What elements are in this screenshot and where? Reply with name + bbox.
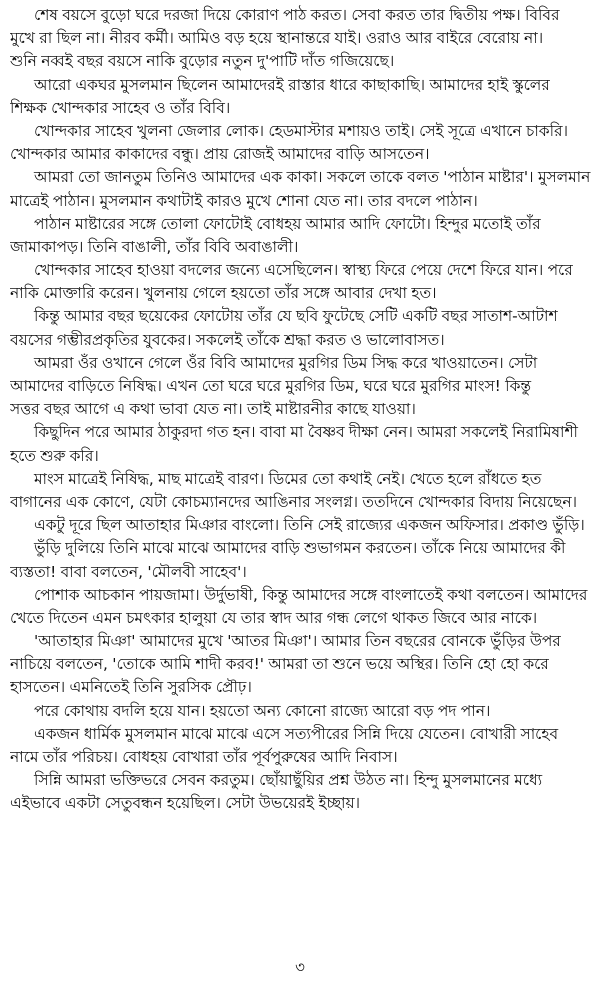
- paragraph: [10, 769, 592, 815]
- text-line: সত্তর বছর আগে এ কথা ভাবা যেত না। তাই মাষ্টারনীর কাছে যাওয়া।: [10, 400, 416, 419]
- text-line: আমরা তো জানতুম তিনিও আমাদের এক কাকা। সকলে তাকে বলত 'পাঠান মাষ্টার'। মুসলমান: [34, 168, 591, 187]
- paragraph: [10, 421, 592, 467]
- paragraph: [10, 120, 592, 166]
- text-line: ভুঁড়ি দুলিয়ে তিনি মাঝে মাঝে আমাদের বাড়ি শুভাগমন করতেন। তাঁকে নিয়ে আমাদের কী: [34, 539, 566, 558]
- text-line: শিক্ষক খোন্দকার সাহেব ও তাঁর বিবি।: [10, 98, 231, 117]
- paragraph: [10, 514, 592, 537]
- text-line: খোন্দকার সাহেব হাওয়া বদলের জন্যে এসেছিলেন। স্বাস্থ্য ফিরে পেয়ে দেশে ফিরে যান। পরে: [34, 261, 573, 280]
- text-line: একটু দূরে ছিল আতাহার মিঞার বাংলো। তিনি সেই রাজ্যের একজন অফিসার। প্রকাণ্ড ভুঁড়ি।: [34, 516, 585, 535]
- paragraph: [10, 352, 592, 422]
- text-line: আমাদের বাড়িতে নিষিদ্ধ। এখন তো ঘরে ঘরে মুরগির ডিম, ঘরে ঘরে মুরগির মাংস! কিন্তু: [10, 377, 531, 395]
- text-line: মাংস মাত্রেই নিষিদ্ধ, মাছ মাত্রেই বারণ। ডিমের তো কথাই নেই। খেতে হলে রাঁধতে হত: [34, 469, 542, 488]
- text-line: সিন্নি আমরা ভক্তিভরে সেবন করতুম। ছোঁয়াছুঁয়ির প্রশ্ন উঠত না। হিন্দু মুসলমানের মধ্যে: [34, 771, 543, 790]
- text-line: 'আতাহার মিঞা' আমাদের মুখে 'আতর মিঞা'। আমার তিন বছরের বোনকে ভুঁড়ির উপর: [34, 632, 561, 651]
- text-line: হতে শুরু করি।: [10, 446, 99, 465]
- text-line: খেতে দিতেন এমন চমৎকার হালুয়া যে তার স্বাদ আর গন্ধ লেগে থাকত জিবে আর নাকে।: [10, 608, 538, 627]
- paragraph: [10, 213, 592, 259]
- paragraph: [10, 468, 592, 514]
- body-text: [10, 4, 592, 816]
- text-line: শেষ বয়সে বুড়ো ঘরে দরজা দিয়ে কোরাণ পাঠ করত। সেবা করত তার দ্বিতীয় পক্ষ। বিবির: [34, 6, 560, 24]
- text-line: জামাকাপড়। তিনি বাঙালী, তাঁর বিবি অবাঙালী।: [10, 237, 299, 256]
- text-line: কিন্তু আমার বছর ছয়েকের ফোটোয় তাঁর যে ছবি ফুটেছে সেটি একটি বছর সাতাশ-আটাশ: [34, 307, 558, 326]
- paragraph: [10, 700, 592, 723]
- page-number: ৩: [295, 958, 305, 976]
- paragraph: [10, 166, 592, 212]
- text-line: ব্যস্ততা! বাবা বলতেন, 'মৌলবী সাহেব'।: [10, 562, 247, 581]
- text-line: পাঠান মাষ্টারের সঙ্গে তোলা ফোটোই বোধহয় আমার আদি ফোটো। হিন্দুর মতোই তাঁর: [34, 214, 541, 233]
- paragraph: [10, 723, 592, 769]
- text-line: পরে কোথায় বদলি হয়ে যান। হয়তো অন্য কোনো রাজ্যে আরো বড় পদ পান।: [34, 701, 491, 720]
- text-line: বয়সের গম্ভীরপ্রকৃতির যুবকের। সকলেই তাঁকে শ্রদ্ধা করত ও ভালোবাসত।: [10, 330, 445, 349]
- text-line: খোন্দকার আমার কাকাদের বন্ধু। প্রায় রোজই আমাদের বাড়ি আসতেন।: [10, 145, 430, 164]
- text-line: বাগানের এক কোণে, যেটা কোচম্যানদের আঙিনার সংলগ্ন। ততদিনে খোন্দকার বিদায় নিয়েছেন।: [10, 492, 578, 511]
- paragraph: [10, 630, 592, 700]
- text-line: কিছুদিন পরে আমার ঠাকুরদা গত হন। বাবা মা বৈষ্ণব দীক্ষা নেন। আমরা সকলেই নিরামিষাশী: [34, 423, 578, 442]
- paragraph: [10, 259, 592, 305]
- text-line: নাচিয়ে বলতেন, 'তোকে আমি শাদী করব!' আমরা তা শুনে ভয়ে অস্থির। তিনি হো হো করে: [10, 655, 549, 674]
- text-line: হাসতেন। এমনিতেই তিনি সুরসিক প্রৌঢ়।: [10, 678, 252, 697]
- text-line: নাকি মোক্তারি করেন। খুলনায় গেলে হয়তো তাঁর সঙ্গে আবার দেখা হত।: [10, 284, 437, 303]
- text-line: এইভাবে একটা সেতুবন্ধন হয়েছিল। সেটা উভয়েরই ইচ্ছায়।: [10, 794, 361, 813]
- text-line: মাত্রেই পাঠান। মুসলমান কথাটাই কারও মুখে শোনা যেত না। তার বদলে পাঠান।: [10, 191, 478, 210]
- paragraph: [10, 584, 592, 630]
- text-line: একজন ধার্মিক মুসলমান মাঝে মাঝে এসে সত্যপীরের সিন্নি দিয়ে যেতেন। বোখারী সাহেব: [34, 724, 559, 743]
- paragraph: [10, 537, 592, 583]
- paragraph: [10, 305, 592, 351]
- text-line: পোশাক আচকান পায়জামা। উর্দুভাষী, কিন্তু আমাদের সঙ্গে বাংলাতেই কথা বলতেন। আমাদের: [34, 585, 588, 604]
- paragraph: [10, 74, 592, 120]
- text-line: আমরা ওঁর ওখানে গেলে ওঁর বিবি আমাদের মুরগির ডিম সিদ্ধ করে খাওয়াতেন। সেটা: [34, 353, 538, 372]
- text-line: আরো একঘর মুসলমান ছিলেন আমাদেরই রাস্তার ধারে কাছাকাছি। আমাদের হাই স্কুলের: [34, 75, 550, 94]
- paragraph: [10, 4, 592, 74]
- text-line: খোন্দকার সাহেব খুলনা জেলার লোক। হেডমাস্টার মশায়ও তাই। সেই সূত্রে এখানে চাকরি।: [34, 121, 568, 140]
- text-line: মুখে রা ছিল না। নীরব কর্মী। আমিও বড় হয়ে স্থানান্তরে যাই। ওরাও আর বাইরে বেরোয় না।: [10, 29, 544, 48]
- text-line: শুনি নব্বই বছর বয়সে নাকি বুড়োর নতুন দু'পাটি দাঁত গজিয়েছে।: [10, 52, 395, 71]
- text-line: নামে তাঁর পরিচয়। বোধহয় বোখারা তাঁর পূর্বপুরুষের আদি নিবাস।: [10, 748, 398, 766]
